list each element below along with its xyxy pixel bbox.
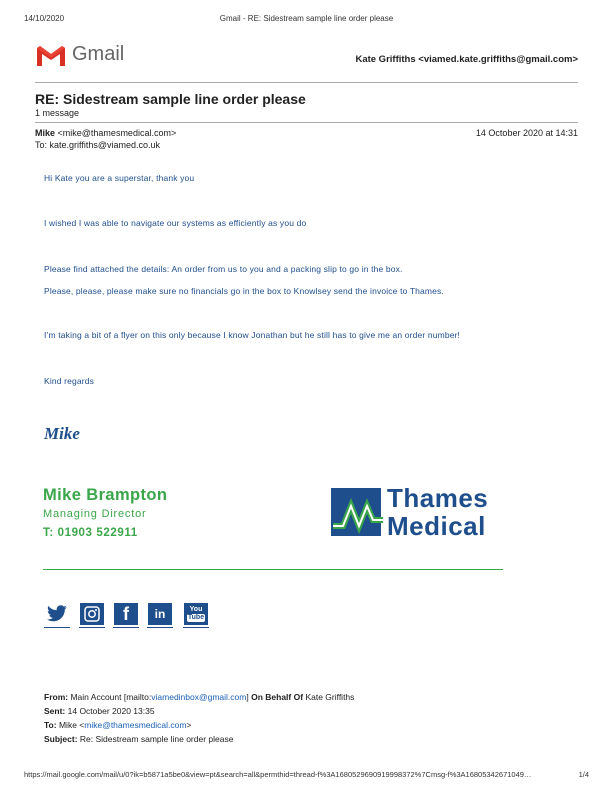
account-label: Kate Griffiths <viamed.kate.griffiths@gmail.com> (355, 54, 578, 65)
body-line: Kind regards (44, 376, 94, 386)
forwarded-to-post: > (186, 720, 192, 730)
message-to: To: kate.griffiths@viamed.co.uk (35, 140, 161, 150)
gmail-m-icon (35, 44, 67, 68)
thread-divider (35, 122, 578, 123)
youtube-icon[interactable]: You Tube (184, 603, 208, 625)
forwarded-sent-label: Sent: (44, 706, 66, 716)
body-line: Hi Kate you are a superstar, thank you (44, 173, 195, 183)
twitter-icon[interactable] (45, 603, 69, 625)
footer-url: https://mail.google.com/mail/u/0?ik=b5871a5be0&view=pt&search=all&permthid=thread-f%3A1680529690919998372%7Cmsg-f%3A16805342671049… (24, 770, 532, 779)
thames-medical-mark-icon (331, 488, 385, 538)
instagram-icon[interactable] (80, 603, 104, 625)
body-line: Please, please, please make sure no financials go in the box to Knowlsey send the invoice to Thames. (44, 286, 444, 296)
body-line: Please find attached the details: An order from us to you and a packing slip to go in the box. (44, 264, 403, 274)
forwarded-sent (44, 706, 155, 716)
message-count: 1 message (35, 108, 80, 118)
signature-phone: T: 01903 522911 (43, 527, 138, 539)
print-title: Gmail - RE: Sidestream sample line order please (219, 14, 394, 23)
forwarded-to (44, 720, 191, 730)
company-name-line2: Medical (387, 511, 486, 541)
forwarded-to-pre: Mike < (58, 720, 85, 730)
forwarded-from-link[interactable]: viamedinbox@gmail.com (151, 692, 247, 702)
sender-email: <mike@thamesmedical.com> (57, 128, 177, 138)
facebook-underline (113, 627, 139, 628)
forwarded-sent-value: 14 October 2020 13:35 (67, 706, 155, 716)
signature-name: Mike Brampton (43, 486, 168, 504)
message-from (35, 128, 176, 138)
body-line: I wished I was able to navigate our systems as efficiently as you do (44, 218, 307, 228)
forwarded-subject-value: Re: Sidestream sample line order please (79, 734, 234, 744)
forwarded-from-post: ] (246, 692, 249, 702)
body-line: I’m taking a bit of a flyer on this only because I know Jonathan but he still has to give me an order number! (44, 330, 461, 340)
linkedin-underline (147, 627, 173, 628)
gmail-wordmark: Gmail (72, 43, 125, 65)
message-date: 14 October 2020 at 14:31 (475, 128, 578, 138)
twitter-underline (44, 627, 70, 628)
company-name-line1: Thames (387, 483, 489, 513)
header-divider (35, 82, 578, 83)
on-behalf-label: On Behalf Of (251, 692, 304, 702)
instagram-underline (79, 627, 105, 628)
youtube-underline (183, 627, 209, 628)
thread-subject: RE: Sidestream sample line order please (35, 91, 306, 107)
forwarded-from-pre: Main Account [mailto: (70, 692, 152, 702)
forwarded-from-label: From: (44, 692, 69, 702)
forwarded-subject (44, 734, 233, 744)
print-date: 14/10/2020 (24, 14, 65, 23)
signature-role: Managing Director (43, 508, 147, 520)
facebook-icon[interactable]: f (114, 603, 138, 625)
forwarded-subject-label: Subject: (44, 734, 78, 744)
linkedin-icon[interactable]: in (148, 603, 172, 625)
signature-divider (43, 569, 503, 570)
on-behalf-value: Kate Griffiths (305, 692, 355, 702)
page-number: 1/4 (578, 770, 589, 779)
sender-name: Mike (35, 128, 56, 138)
forwarded-to-link[interactable]: mike@thamesmedical.com (84, 720, 187, 730)
forwarded-to-label: To: (44, 720, 57, 730)
forwarded-from (44, 692, 354, 702)
signature-script: Mike (44, 424, 80, 443)
thames-medical-logo (329, 485, 505, 541)
